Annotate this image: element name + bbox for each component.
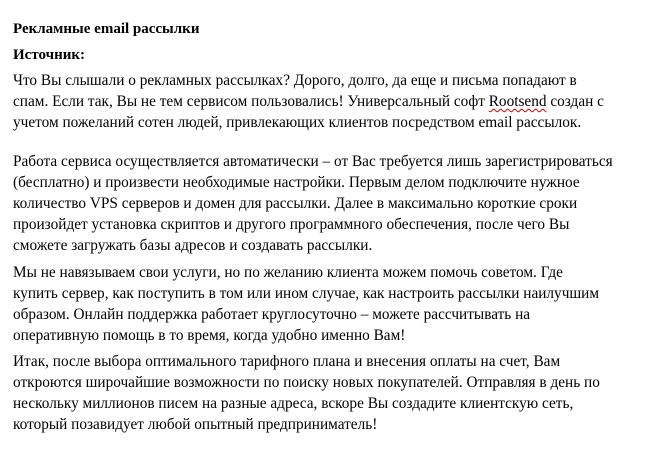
paragraph-line: оперативную помощь в то время, когда удобно именно Вам!: [13, 327, 406, 344]
paragraph-line: [13, 91, 643, 112]
paragraph-line: который позавидует любой опытный предприниматель!: [13, 416, 378, 433]
paragraph-4: [13, 351, 643, 435]
paragraph-line-text: спам. Если так, Вы не тем сервисом пользовались! Универсальный софт: [13, 93, 489, 110]
paragraph-line: (бесплатно) и произвести необходимые настройки. Первым делом подключите нужное: [13, 174, 580, 191]
paragraph-line: произойдет установка скриптов и другого программного обеспечения, после чего Вы: [13, 216, 570, 233]
paragraph-line: Что Вы слышали о рекламных рассылках? Дорого, долго, да еще и письма попадают в: [13, 72, 577, 89]
paragraph-line: купить сервер, как поступить в том или ином случае, как настроить рассылки наилучшим: [13, 285, 600, 302]
paragraph-2: [13, 151, 643, 256]
paragraph-line: образом. Онлайн поддержка работает круглосуточно – можете рассчитывать на: [13, 306, 531, 323]
paragraph-1: [13, 70, 643, 133]
source-label: Источник:: [13, 47, 85, 63]
paragraph-line: откроются широчайшие возможности по поиску новых покупателей. Отправляя в день по: [13, 374, 600, 391]
paragraph-3: [13, 262, 643, 346]
paragraph-line: сможете загружать базы адресов и создавать рассылки.: [13, 237, 373, 254]
paragraph-line: Мы не навязываем свои услуги, но по желанию клиента можем помочь советом. Где: [13, 264, 563, 281]
paragraph-line: учетом пожеланий сотен людей, привлекающих клиентов посредством email рассылок.: [13, 114, 582, 131]
paragraph-line: Итак, после выбора оптимального тарифного плана и внесения оплаты на счет, Вам: [13, 353, 561, 370]
misspelled-word: Rootsend: [488, 93, 547, 110]
paragraph-line-text: создан с: [546, 93, 604, 110]
paragraph-line: количество VPS серверов и домен для рассылки. Далее в максимально короткие сроки: [13, 195, 578, 212]
paragraph-line: Работа сервиса осуществляется автоматически – от Вас требуется лишь зарегистрироваться: [13, 153, 613, 170]
paragraph-line: нескольку миллионов писем на разные адреса, вскоре Вы создадите клиентскую сеть,: [13, 395, 574, 412]
document-title: Рекламные email рассылки: [13, 21, 200, 37]
